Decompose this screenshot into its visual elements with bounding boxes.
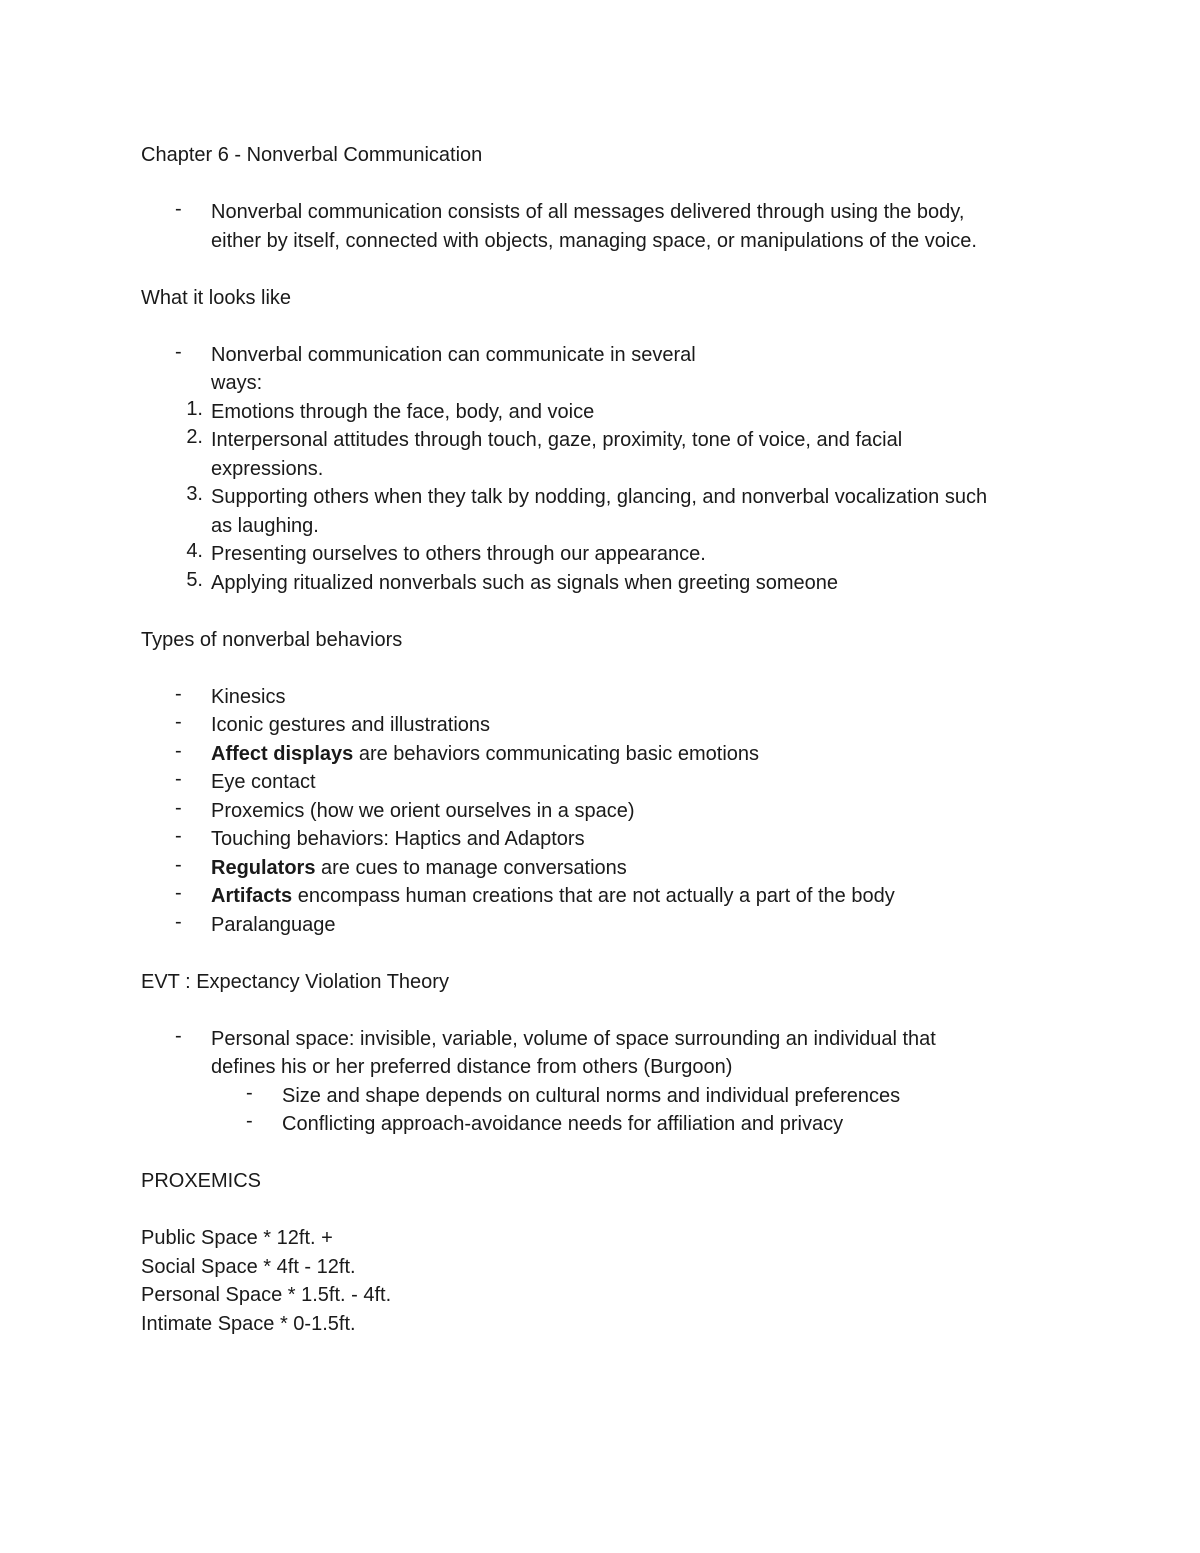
dash-marker: - [175, 910, 182, 933]
list-item-text: are behaviors communicating basic emotions [353, 742, 760, 765]
list-item [141, 341, 1071, 398]
numbered-item-line: as laughing. [211, 514, 319, 537]
dash-marker: - [175, 198, 182, 220]
section-heading-what-it-looks-like: What it looks like [141, 286, 292, 309]
number-marker: 1. [186, 397, 203, 420]
dash-marker: - [175, 1024, 182, 1047]
dash-marker: - [175, 825, 182, 847]
numbered-item [141, 426, 1071, 483]
list-item [141, 711, 1071, 740]
list-item [141, 740, 1071, 769]
section-heading-proxemics: PROXEMICS [141, 1170, 262, 1192]
dash-marker: - [175, 796, 182, 819]
numbered-item-line: Supporting others when they talk by nodding, glancing, and nonverbal vocalization such [211, 486, 988, 508]
intro-line-2: either by itself, connected with objects, managing space, or manipulations of the voice. [211, 229, 977, 252]
document-title: Chapter 6 - Nonverbal Communication [141, 144, 483, 166]
dash-marker: - [175, 739, 182, 762]
dash-marker: - [175, 882, 182, 904]
list-item-text: Kinesics [211, 685, 286, 708]
bold-term: Affect displays [211, 742, 354, 765]
document-page [141, 141, 1071, 1338]
number-marker: 2. [186, 426, 203, 448]
numbered-item [141, 483, 1071, 540]
proxemics-line-intimate: Intimate Space * 0-1.5ft. [141, 1312, 356, 1335]
numbered-item [141, 398, 1071, 427]
list-item [141, 683, 1071, 712]
list-item-line: Nonverbal communication can communicate in several [211, 343, 696, 366]
numbered-item-line: Interpersonal attitudes through touch, gaze, proximity, tone of voice, and facial [211, 429, 903, 451]
dash-marker: - [175, 340, 182, 363]
bold-term: Artifacts [211, 885, 293, 907]
list-item [141, 854, 1071, 883]
list-item-line: defines his or her preferred distance from others (Burgoon) [211, 1056, 733, 1078]
list-item-text: Iconic gestures and illustrations [211, 714, 491, 736]
list-item-text: Paralanguage [211, 913, 336, 936]
intro-bullet [141, 198, 1071, 255]
list-item [141, 1025, 1071, 1082]
list-item [141, 768, 1071, 797]
list-item [141, 911, 1071, 940]
sub-list-item [141, 1082, 1071, 1111]
dash-marker: - [175, 682, 182, 705]
list-item [141, 825, 1071, 854]
list-item-text: Proxemics (how we orient ourselves in a space) [211, 799, 635, 822]
dash-marker: - [246, 1081, 253, 1104]
sub-list-item-text: Conflicting approach-avoidance needs for affiliation and privacy [282, 1113, 844, 1135]
list-item [141, 882, 1071, 911]
numbered-item-line: Emotions through the face, body, and voice [211, 400, 595, 423]
intro-line-1: Nonverbal communication consists of all messages delivered through using the body, [211, 201, 965, 223]
dash-marker: - [175, 711, 182, 733]
list-item-line: ways: [211, 372, 263, 394]
number-marker: 5. [186, 568, 203, 591]
list-item-line: Personal space: invisible, variable, volume of space surrounding an individual that [211, 1027, 936, 1050]
dash-marker: - [175, 768, 182, 790]
sub-list-item [141, 1110, 1071, 1139]
numbered-item-line: expressions. [211, 457, 324, 480]
list-item-text: Eye contact [211, 771, 316, 793]
dash-marker: - [175, 853, 182, 876]
dash-marker: - [246, 1110, 253, 1132]
list-item-text: encompass human creations that are not actually a part of the body [292, 885, 895, 907]
bold-term: Regulators [211, 856, 316, 879]
list-item-text: Touching behaviors: Haptics and Adaptors [211, 828, 585, 850]
numbered-item-line: Presenting ourselves to others through our appearance. [211, 543, 706, 565]
proxemics-line-social: Social Space * 4ft - 12ft. [141, 1255, 356, 1278]
number-marker: 4. [186, 540, 203, 562]
numbered-item [141, 540, 1071, 569]
section-heading-types: Types of nonverbal behaviors [141, 628, 403, 651]
sub-list-item-text: Size and shape depends on cultural norms and individual preferences [282, 1084, 901, 1107]
numbered-item-line: Applying ritualized nonverbals such as signals when greeting someone [211, 571, 839, 594]
proxemics-line-personal: Personal Space * 1.5ft. - 4ft. [141, 1284, 392, 1306]
section-heading-evt: EVT : Expectancy Violation Theory [141, 970, 449, 993]
number-marker: 3. [186, 483, 203, 505]
list-item-text: are cues to manage conversations [315, 856, 627, 879]
list-item [141, 797, 1071, 826]
numbered-item [141, 569, 1071, 598]
proxemics-line-public: Public Space * 12ft. + [141, 1227, 333, 1249]
